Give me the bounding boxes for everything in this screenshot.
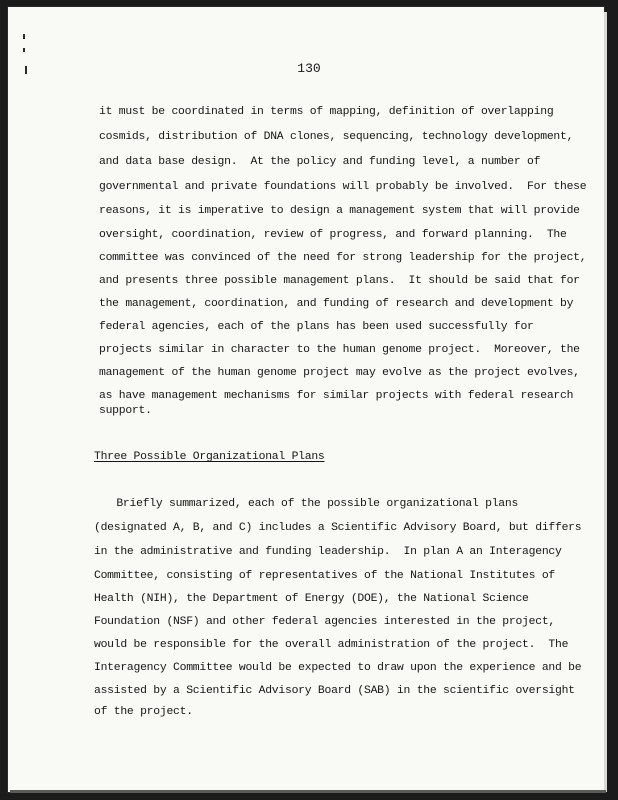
paragraph-2-line: Briefly summarized, each of the possible organizational plans — [90, 498, 519, 510]
paragraph-1-line: committee was convinced of the need for strong leadership for the project, — [99, 252, 587, 264]
section-heading: Three Possible Organizational Plans — [94, 451, 325, 463]
paragraph-2-line: assisted by a Scientific Advisory Board (SAB) in the scientific oversight — [94, 685, 575, 697]
paragraph-1-line: federal agencies, each of the plans has been used successfully for — [99, 321, 534, 333]
paragraph-1-line: it must be coordinated in terms of mapping, definition of overlapping — [99, 106, 554, 118]
paragraph-1-line: and data base design. At the policy and funding level, a number of — [99, 156, 541, 168]
page-edge-right — [604, 12, 607, 792]
paragraph-1-line: cosmids, distribution of DNA clones, sequencing, technology development, — [99, 131, 574, 143]
paragraph-1-line: oversight, coordination, review of progress, and forward planning. The — [99, 229, 567, 241]
paragraph-2-line: would be responsible for the overall administration of the project. The — [94, 639, 569, 651]
paragraph-1-line: projects similar in character to the human genome project. Moreover, the — [99, 344, 580, 356]
paragraph-1-line: as have management mechanisms for similar projects with federal research — [99, 390, 574, 402]
margin-mark — [25, 66, 27, 74]
margin-mark — [23, 48, 25, 52]
paragraph-2-line: in the administrative and funding leadership. In plan A an Interagency — [94, 546, 562, 558]
paragraph-1-line: reasons, it is imperative to design a management system that will provide — [99, 205, 580, 217]
page-edge-bottom — [10, 790, 606, 793]
paragraph-2-line: (designated A, B, and C) includes a Scientific Advisory Board, but differs — [94, 522, 582, 534]
paragraph-2-line: Foundation (NSF) and other federal agencies interested in the project, — [94, 616, 555, 628]
page-number: 130 — [297, 61, 321, 76]
paragraph-2-line: Committee, consisting of representatives of the National Institutes of — [94, 570, 555, 582]
paragraph-1-line: governmental and private foundations will probably be involved. For these — [99, 181, 587, 193]
paragraph-2-line: Interagency Committee would be expected to draw upon the experience and be — [94, 662, 582, 674]
margin-mark — [23, 34, 25, 39]
paragraph-2-line: of the project. — [94, 706, 193, 718]
paragraph-1-line: support. — [99, 405, 152, 417]
paragraph-2-line: Health (NIH), the Department of Energy (DOE), the National Science — [94, 593, 529, 605]
paragraph-1-line: and presents three possible management plans. It should be said that for — [99, 275, 580, 287]
paragraph-1-line: management of the human genome project may evolve as the project evolves, — [99, 367, 580, 379]
paragraph-1-line: the management, coordination, and funding of research and development by — [99, 298, 574, 310]
